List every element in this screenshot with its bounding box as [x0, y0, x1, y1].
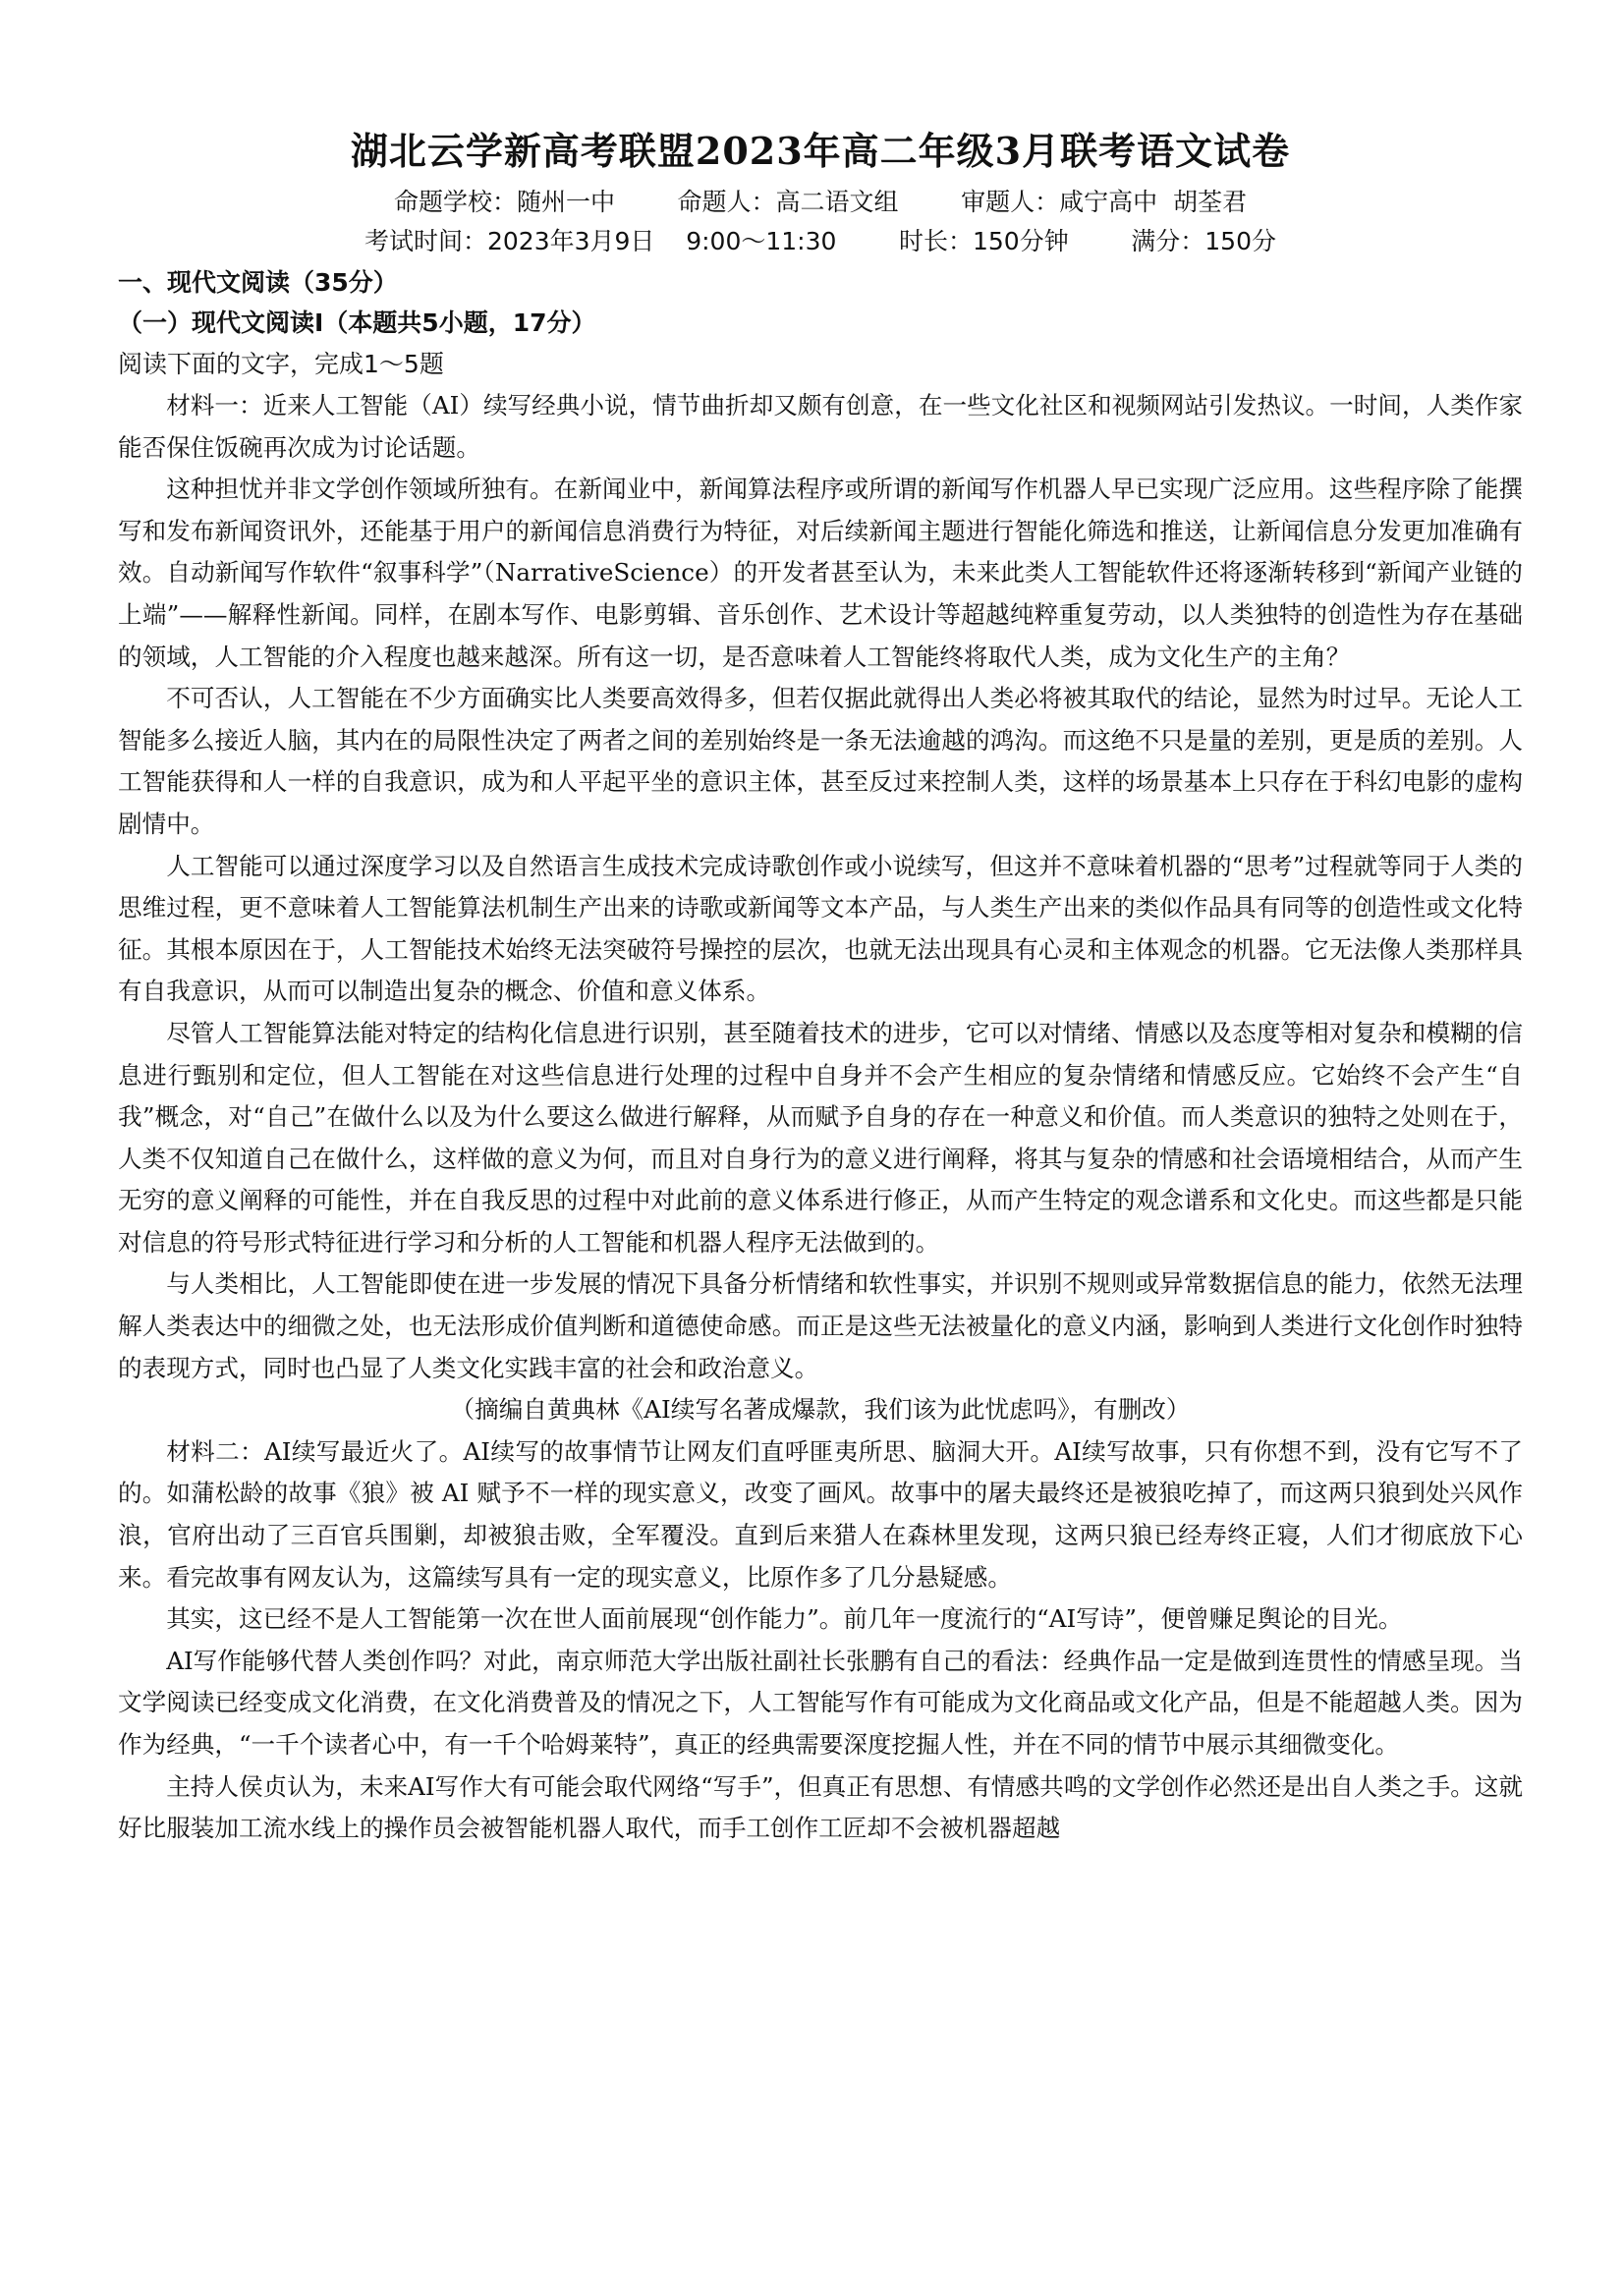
material1-paragraph: 与人类相比，人工智能即使在进一步发展的情况下具备分析情绪和软性事实，并识别不规则或异常数据信息的能力，依然无法理解人类表达中的细微之处，也无法形成价值判断和道德使命感。而正是这些无法被量化的意义内涵，影响到人类进行文化创作时独特的表现方式，同时也凸显了人类文化实践丰富的社会和政治意义。 [118, 1269, 1523, 1382]
exam-time-line: 考试时间：2023年3月9日 9:00～11:30 时长：150分钟 满分：150分 [364, 227, 1276, 255]
material1-paragraph: 人工智能可以通过深度学习以及自然语言生成技术完成诗歌创作或小说续写，但这并不意味着机器的“思考”过程就等同于人类的思维过程，更不意味着人工智能算法机制生产出来的诗歌或新闻等文本产品，与人类生产出来的类似作品具有同等的创造性或文化特征。其根本原因在于，人工智能技术始终无法突破符号操控的层次，也就无法出现具有心灵和主体观念的机器。它无法像人类那样具有自我意识，从而可以制造出复杂的概念、价值和意义体系。 [118, 851, 1523, 1006]
subsection-heading: （一）现代文阅读Ⅰ（本题共5小题，17分） [118, 308, 596, 337]
section-heading: 一、现代文阅读（35分） [118, 268, 398, 297]
material2-paragraph: AI写作能够代替人类创作吗？对此，南京师范大学出版社副社长张鹏有自己的看法：经典作品一定是做到连贯性的情感呈现。当文学阅读已经变成文化消费，在文化消费普及的情况之下，人工智能写作有可能成为文化商品或文化产品，但是不能超越人类。因为作为经典，“一千个读者心中，有一千个哈姆莱特”，真正的经典需要深度挖掘人性，并在不同的情节中展示其细微变化。 [118, 1646, 1523, 1759]
material1-paragraph: 不可否认，人工智能在不少方面确实比人类要高效得多，但若仅据此就得出人类必将被其取代的结论，显然为时过早。无论人工智能多么接近人脑，其内在的局限性决定了两者之间的差别始终是一条无法逾越的鸿沟。而这绝不只是量的差别，更是质的差别。人工智能获得和人一样的自我意识，成为和人平起平坐的意识主体，甚至反过来控制人类，这样的场景基本上只存在于科幻电影的虚构剧情中。 [118, 684, 1523, 838]
material2-paragraph: 其实，这已经不是人工智能第一次在世人面前展现“创作能力”。前几年一度流行的“AI写诗”，便曾赚足舆论的目光。 [166, 1604, 1403, 1634]
exam-title: 湖北云学新高考联盟2023年高二年级3月联考语文试卷 [350, 129, 1291, 173]
exam-setters-line: 命题学校：随州一中 命题人：高二语文组 审题人：咸宁高中 胡荃君 [393, 188, 1248, 216]
material2-paragraph: 材料二：AI续写最近火了。AI续写的故事情节让网友们直呼匪夷所思、脑洞大开。AI续写故事，只有你想不到，没有它写不了的。如蒲松龄的故事《狼》被 AI 赋予不一样的现实意义，改变了画风。故事中的屠夫最终还是被狼吃掉了，而这两只狼到处兴风作浪，官府出动了三百官兵围剿，却被狼击败，全军覆没。直到后来猎人在森林里发现，这两只狼已经寿终正寝，人们才彻底放下心来。看完故事有网友认为，这篇续写具有一定的现实意义，比原作多了几分悬疑感。 [118, 1436, 1523, 1592]
material1-paragraph: 这种担忧并非文学创作领域所独有。在新闻业中，新闻算法程序或所谓的新闻写作机器人早已实现广泛应用。这些程序除了能撰写和发布新闻资讯外，还能基于用户的新闻信息消费行为特征，对后续新闻主题进行智能化筛选和推送，让新闻信息分发更加准确有效。自动新闻写作软件“叙事科学”（NarrativeScience）的开发者甚至认为，未来此类人工智能软件还将逐渐转移到“新闻产业链的上端”——解释性新闻。同样，在剧本写作、电影剪辑、音乐创作、艺术设计等超越纯粹重复劳动，以人类独特的创造性为存在基础的领域，人工智能的介入程度也越来越深。所有这一切，是否意味着人工智能终将取代人类，成为文化生产的主角？ [118, 475, 1523, 671]
reading-instruction: 阅读下面的文字，完成1～5题 [118, 350, 444, 378]
material1-paragraph: 尽管人工智能算法能对特定的结构化信息进行识别，甚至随着技术的进步，它可以对情绪、情感以及态度等相对复杂和模糊的信息进行甄别和定位，但人工智能在对这些信息进行处理的过程中自身并不会产生相应的复杂情绪和情感反应。它始终不会产生“自我”概念，对“自己”在做什么以及为什么要这么做进行解释，从而赋予自身的存在一种意义和价值。而人类意识的独特之处则在于，人类不仅知道自己在做什么，这样做的意义为何，而且对自身行为的意义进行阐释，将其与复杂的情感和社会语境相结合，从而产生无穷的意义阐释的可能性，并在自我反思的过程中对此前的意义体系进行修正，从而产生特定的观念谱系和文化史。而这些都是只能对信息的符号形式特征进行学习和分析的人工智能和机器人程序无法做到的。 [118, 1018, 1523, 1257]
material1-source: （摘编自黄典林《AI续写名著成爆款，我们该为此忧虑吗》，有删改） [450, 1395, 1191, 1425]
material1-paragraph: 材料一：近来人工智能（AI）续写经典小说，情节曲折却又颇有创意，在一些文化社区和视频网站引发热议。一时间，人类作家能否保住饭碗再次成为讨论话题。 [118, 391, 1523, 462]
material2-paragraph: 主持人侯贞认为，未来AI写作大有可能会取代网络“写手”，但真正有思想、有情感共鸣的文学创作必然还是出自人类之手。这就好比服装加工流水线上的操作员会被智能机器人取代，而手工创作工匠却不会被机器超越 [118, 1771, 1523, 1843]
